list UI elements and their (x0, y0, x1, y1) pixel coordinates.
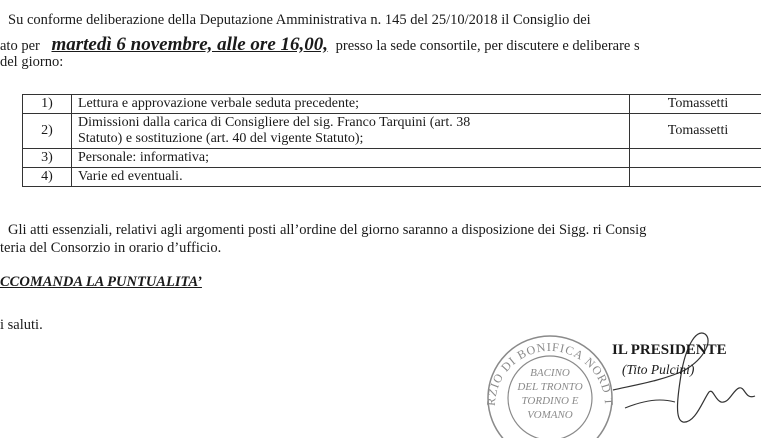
agenda-row (23, 149, 761, 168)
agenda-relatore: Tomassetti (630, 95, 761, 114)
intro-line-2 (0, 34, 640, 56)
agenda-row (23, 95, 761, 114)
meeting-date: martedì 6 novembre, alle ore 16,00, (51, 34, 328, 55)
agenda-relatore (630, 168, 761, 187)
seal-ring-text: RZIO DI BONIFICA NORD T (484, 340, 616, 407)
president-name: (Tito Pulcini) (622, 362, 694, 378)
agenda-item-text: Personale: informativa; (72, 149, 630, 168)
agenda-number: 2) (23, 114, 72, 149)
intro-line-2-post: presso la sede consortile, per discutere e deliberare s (336, 38, 640, 54)
punctuality-notice: CCOMANDA LA PUNTUALITA’ (0, 274, 202, 291)
atti-line-1: Gli atti essenziali, relativi agli argomenti posti all’ordine del giorno saranno a disposizione dei Sigg. ri Consig (8, 222, 646, 239)
agenda-item-text: Varie ed eventuali. (72, 168, 630, 187)
closing-greeting: i saluti. (0, 317, 43, 334)
agenda-row (23, 114, 761, 149)
intro-line-3: del giorno: (0, 54, 63, 71)
agenda-item-text-line-2: Statuto) e sostituzione (art. 40 del vigente Statuto); (78, 131, 623, 147)
agenda-relatore: Tomassetti (630, 114, 761, 149)
president-title: IL PRESIDENTE (612, 342, 727, 359)
seal-center-line: DEL TRONTO (516, 381, 582, 393)
seal-center-line: BACINO (530, 367, 570, 379)
agenda-item-text (72, 114, 630, 149)
intro-line-2-pre: ato per (0, 38, 40, 54)
agenda-number: 1) (23, 95, 72, 114)
seal-center-line: VOMANO (527, 409, 573, 421)
seal-center-line: TORDINO E (522, 395, 579, 407)
agenda-item-text: Lettura e approvazione verbale seduta precedente; (72, 95, 630, 114)
agenda-relatore (630, 149, 761, 168)
consortium-seal (480, 328, 620, 438)
intro-line-1: Su conforme deliberazione della Deputazione Amministrativa n. 145 del 25/10/2018 il Consiglio dei (8, 12, 591, 29)
agenda-item-text-line-1: Dimissioni dalla carica di Consigliere del sig. Franco Tarquini (art. 38 (78, 115, 623, 131)
agenda-number: 4) (23, 168, 72, 187)
atti-line-2: teria del Consorzio in orario d’ufficio. (0, 240, 221, 257)
agenda-table (22, 94, 761, 187)
agenda-row (23, 168, 761, 187)
agenda-number: 3) (23, 149, 72, 168)
